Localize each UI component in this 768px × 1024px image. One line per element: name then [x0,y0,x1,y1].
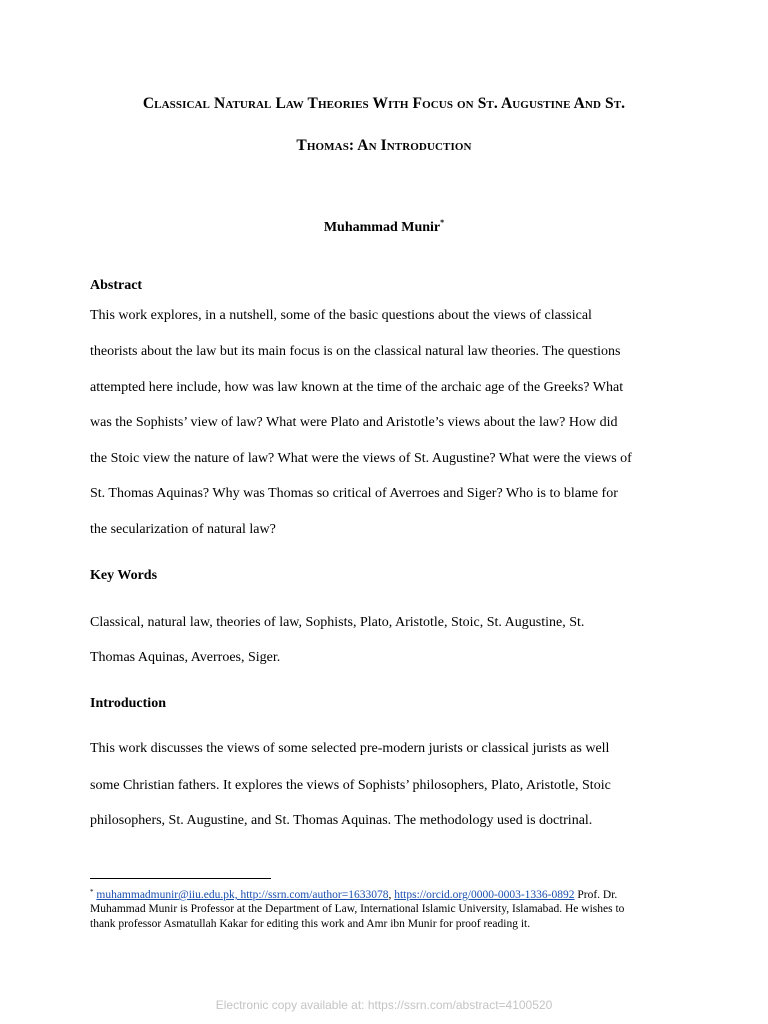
footnote-mark: * [90,888,94,896]
abstract-line: theorists about the law but its main focus is on the classical natural law theories. The questions [90,344,621,359]
abstract-line: attempted here include, how was law known at the time of the archaic age of the Greeks? What [90,380,624,395]
footnote-line-1 [90,885,690,902]
introduction-line: This work discusses the views of some selected pre-modern jurists or classical jurists as well [90,741,610,756]
author-name [0,218,768,236]
abstract-line: was the Sophists’ view of law? What were Plato and Aristotle’s views about the law? How did [90,415,618,430]
footnote-line-2: Muhammad Munir is Professor at the Department of Law, International Islamic University, Islamabad. He wishes to [90,903,625,915]
abstract-line: This work explores, in a nutshell, some of the basic questions about the views of classical [90,308,592,323]
ssrn-watermark: Electronic copy available at: https://ssrn.com/abstract=4100520 [215,998,553,1012]
keywords-line: Classical, natural law, theories of law, Sophists, Plato, Aristotle, Stoic, St. Augustine, St. [90,615,585,630]
paper-title-line-2: Thomas: An Introduction [296,137,472,154]
email-ssrn-link[interactable]: muhammadmunir@iiu.edu.pk, http://ssrn.com/author=1633078 [96,889,389,901]
author-name-text: Muhammad Munir [323,220,441,235]
introduction-line: some Christian fathers. It explores the views of Sophists’ philosophers, Plato, Aristotle, Stoic [90,778,611,793]
footnote-line-3: thank professor Asmatullah Kakar for editing this work and Amr ibn Munir for proof reading it. [90,918,531,930]
footnote-separator: , [388,889,395,901]
abstract-line: the Stoic view the nature of law? What were the views of St. Augustine? What were the views of [90,451,632,466]
abstract-heading: Abstract [90,278,143,293]
introduction-line: philosophers, St. Augustine, and St. Thomas Aquinas. The methodology used is doctrinal. [90,813,593,828]
paper-title-line-1: Classical Natural Law Theories With Focus on St. Augustine And St. [142,95,626,112]
author-footnote-mark[interactable]: * [440,218,445,227]
keywords-heading: Key Words [90,568,158,583]
footnote-divider [90,878,271,879]
abstract-line: the secularization of natural law? [90,522,276,537]
keywords-line: Thomas Aquinas, Averroes, Siger. [90,650,281,665]
orcid-link[interactable]: https://orcid.org/0000-0003-1336-0892 [394,889,575,901]
footnote-text: Prof. Dr. [574,889,618,901]
introduction-heading: Introduction [90,696,166,711]
abstract-line: St. Thomas Aquinas? Why was Thomas so critical of Averroes and Siger? Who is to blame for [90,486,618,501]
